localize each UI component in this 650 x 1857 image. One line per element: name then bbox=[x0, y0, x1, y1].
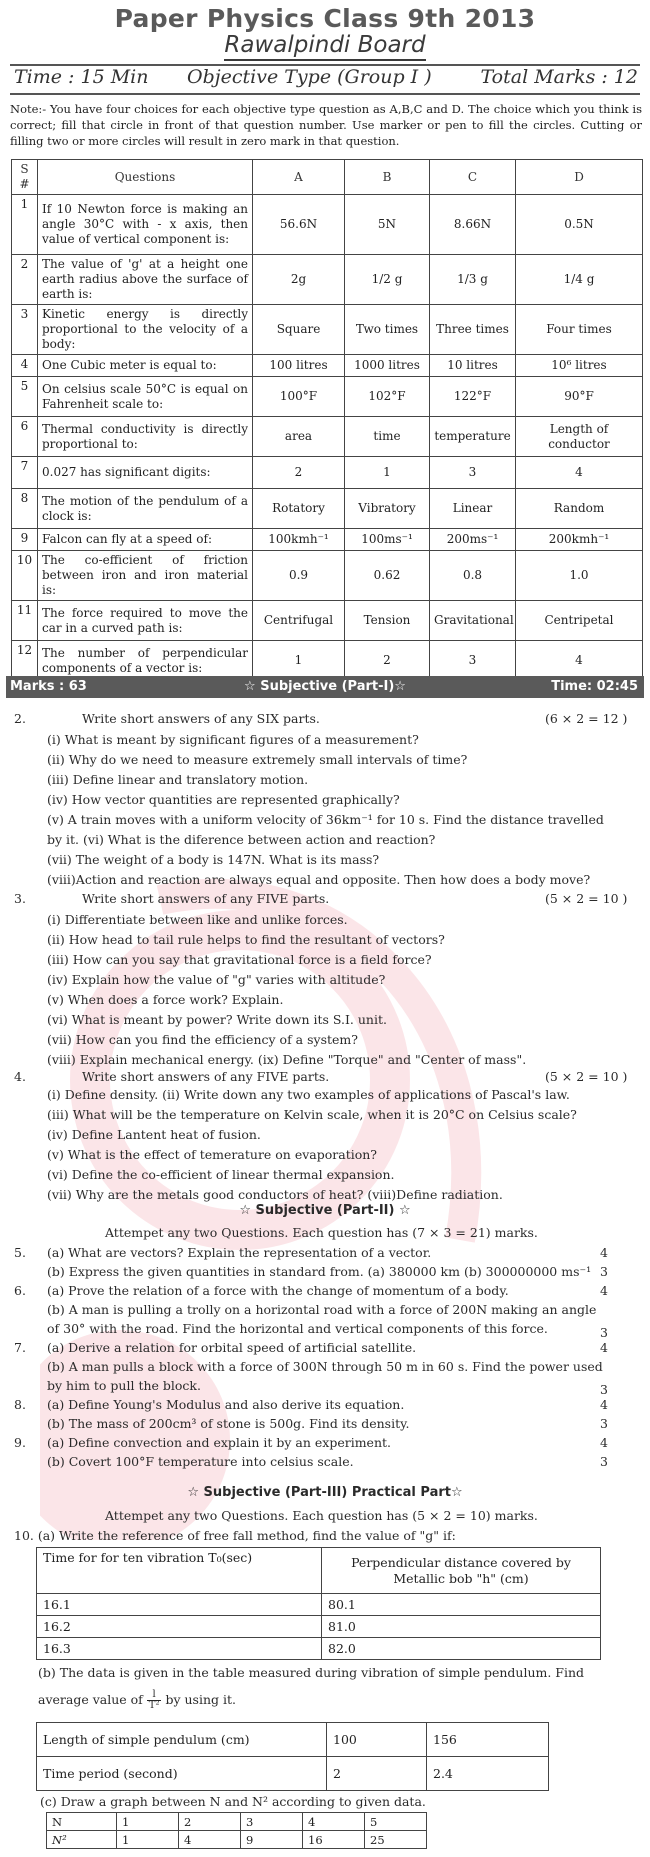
question-text: 0.027 has significant digits: bbox=[38, 457, 253, 489]
objective-row bbox=[12, 529, 643, 551]
question-text: Falcon can fly at a speed of: bbox=[38, 529, 253, 551]
option-d: 90°F bbox=[516, 377, 643, 417]
table-cell: 1 bbox=[117, 1813, 179, 1831]
question-number: 1 bbox=[12, 195, 38, 255]
col-d: D bbox=[516, 160, 643, 195]
fraction-l-over-t2: $\frac{l}{\text{T²}}$ bbox=[148, 1689, 160, 1711]
option-d: Centripetal bbox=[516, 601, 643, 641]
option-b: 2 bbox=[345, 641, 430, 681]
question-part: (b) A man pulls a block with a force of 300N through 50 m in 60 s. Find the power used bbox=[47, 1359, 603, 1374]
question-number: 2. bbox=[14, 711, 26, 726]
objective-row bbox=[12, 417, 643, 457]
option-b: 1/2 g bbox=[345, 255, 430, 305]
table-cell: 2.4 bbox=[427, 1757, 549, 1791]
option-a: 56.6N bbox=[253, 195, 345, 255]
option-b: Vibratory bbox=[345, 489, 430, 529]
objective-row bbox=[12, 601, 643, 641]
option-a: area bbox=[253, 417, 345, 457]
part-marks: 3 bbox=[600, 1325, 608, 1340]
option-c: Linear bbox=[430, 489, 516, 529]
objective-type-label: Objective Type (Group I ) bbox=[187, 66, 432, 88]
question-number: 8 bbox=[12, 489, 38, 529]
question-number: 2 bbox=[12, 255, 38, 305]
question-part: (iv) How vector quantities are represented graphically? bbox=[47, 792, 400, 807]
question-part: (b) A man is pulling a trolly on a horizontal road with a force of 200N making an angle bbox=[47, 1302, 597, 1317]
question-number: 12 bbox=[12, 641, 38, 681]
question-part: (v) When does a force work? Explain. bbox=[47, 992, 284, 1007]
option-d: 1.0 bbox=[516, 551, 643, 601]
question-part: (b) Express the given quantities in standard from. (a) 380000 km (b) 300000000 ms⁻¹ bbox=[47, 1264, 592, 1279]
option-b: 102°F bbox=[345, 377, 430, 417]
option-b: 100ms⁻¹ bbox=[345, 529, 430, 551]
part1-marks: Marks : 63 bbox=[10, 679, 87, 694]
col-b: B bbox=[345, 160, 430, 195]
question-10b-text: by using it. bbox=[165, 1692, 236, 1707]
question-text: The co-efficient of friction between iron and iron material is: bbox=[38, 551, 253, 601]
question-text: Kinetic energy is directly proportional to the velocity of a body: bbox=[38, 305, 253, 355]
option-d: 10⁶ litres bbox=[516, 355, 643, 377]
table-cell: 82.0 bbox=[322, 1638, 601, 1660]
option-c: temperature bbox=[430, 417, 516, 457]
question-10b-text: average value of bbox=[38, 1692, 143, 1707]
question-text: Thermal conductivity is directly proportional to: bbox=[38, 417, 253, 457]
col-a: A bbox=[253, 160, 345, 195]
option-a: Centrifugal bbox=[253, 601, 345, 641]
meta-row bbox=[14, 66, 640, 92]
question-part: (iii) What will be the temperature on Kelvin scale, when it is 20°C on Celsius scale? bbox=[47, 1107, 577, 1122]
part-marks: 3 bbox=[600, 1454, 608, 1469]
option-d: Length of conductor bbox=[516, 417, 643, 457]
option-b: 1 bbox=[345, 457, 430, 489]
question-number: 3. bbox=[14, 891, 26, 906]
option-d: 1/4 g bbox=[516, 255, 643, 305]
question-number: 9. bbox=[14, 1435, 26, 1450]
question-part: (iii) How can you say that gravitational force is a field force? bbox=[47, 952, 432, 967]
option-a: Rotatory bbox=[253, 489, 345, 529]
instruction-note: Note:- You have four choices for each objective type question as A,B,C and D. The choice which you think is correct; fill that circle in front of that question number. Use marker or pen to fill the circles. Cutting or filling two or more circles will result in zero mark in that question. bbox=[10, 102, 642, 148]
option-c: 1/3 g bbox=[430, 255, 516, 305]
table-cell: 4 bbox=[179, 1831, 241, 1849]
question-number: 4. bbox=[14, 1069, 26, 1084]
question-10b: (b) The data is given in the table measured during vibration of simple pendulum. Find bbox=[38, 1665, 585, 1680]
question-part: (vi) Define the co-efficient of linear thermal expansion. bbox=[47, 1167, 395, 1182]
table-cell: 16.2 bbox=[37, 1616, 322, 1638]
table-cell: 80.1 bbox=[322, 1594, 601, 1616]
option-b: 5N bbox=[345, 195, 430, 255]
question-part: (viii)Action and reaction are always equal and opposite. Then how does a body move? bbox=[47, 872, 591, 887]
part-marks: 3 bbox=[600, 1382, 608, 1397]
question-part: by him to pull the block. bbox=[47, 1378, 201, 1393]
table-cell: Time period (second) bbox=[37, 1757, 327, 1791]
option-b: Tension bbox=[345, 601, 430, 641]
option-d: Four times bbox=[516, 305, 643, 355]
col-sn: S # bbox=[12, 160, 38, 195]
question-part: (a) Prove the relation of a force with the change of momentum of a body. bbox=[47, 1283, 509, 1298]
question-heading: Write short answers of any FIVE parts. bbox=[82, 891, 330, 906]
question-part: (a) Define Young's Modulus and also derive its equation. bbox=[47, 1397, 405, 1412]
question-heading: Write short answers of any FIVE parts. bbox=[82, 1069, 330, 1084]
question-part: (v) What is the effect of temerature on evaporation? bbox=[47, 1147, 377, 1162]
question-marks: (6 × 2 = 12 ) bbox=[545, 711, 628, 726]
table-row bbox=[47, 1813, 427, 1831]
table-cell: Length of simple pendulum (cm) bbox=[37, 1723, 327, 1757]
question-marks: (5 × 2 = 10 ) bbox=[545, 891, 628, 906]
table-header-cell: Perpendicular distance covered by Metallic bob "h" (cm) bbox=[322, 1548, 601, 1594]
question-part: (a) What are vectors? Explain the representation of a vector. bbox=[47, 1245, 432, 1260]
table-cell: 9 bbox=[241, 1831, 303, 1849]
part-marks: 4 bbox=[600, 1340, 608, 1355]
table-cell: 1 bbox=[117, 1831, 179, 1849]
question-part: (ii) How head to tail rule helps to find the resultant of vectors? bbox=[47, 932, 445, 947]
objective-header-row bbox=[12, 160, 643, 195]
question-heading: Write short answers of any SIX parts. bbox=[82, 711, 320, 726]
objective-row bbox=[12, 457, 643, 489]
part2-instruction: Attempet any two Questions. Each question has (7 × 3 = 21) marks. bbox=[105, 1225, 538, 1240]
objective-row bbox=[12, 305, 643, 355]
part1-time: Time: 02:45 bbox=[551, 679, 638, 694]
part3-instruction: Attempet any two Questions. Each question has (5 × 2 = 10) marks. bbox=[105, 1508, 538, 1523]
table-cell: 3 bbox=[241, 1813, 303, 1831]
table-row bbox=[37, 1723, 549, 1757]
question-number: 9 bbox=[12, 529, 38, 551]
pendulum-table bbox=[36, 1722, 549, 1791]
part2-title: ☆ Subjective (Part-II) ☆ bbox=[239, 1203, 411, 1218]
question-10a: 10. (a) Write the reference of free fall method, find the value of "g" if: bbox=[14, 1528, 456, 1543]
table-cell: N bbox=[47, 1813, 117, 1831]
col-c: C bbox=[430, 160, 516, 195]
option-b: time bbox=[345, 417, 430, 457]
question-number: 10 bbox=[12, 551, 38, 601]
question-text: The force required to move the car in a curved path is: bbox=[38, 601, 253, 641]
question-number: 6 bbox=[12, 417, 38, 457]
option-b: 0.62 bbox=[345, 551, 430, 601]
option-c: Three times bbox=[430, 305, 516, 355]
question-number: 11 bbox=[12, 601, 38, 641]
paper-title: Paper Physics Class 9th 2013 bbox=[114, 4, 536, 33]
table-cell: 2 bbox=[179, 1813, 241, 1831]
question-part: (vi) What is meant by power? Write down its S.I. unit. bbox=[47, 1012, 387, 1027]
table-cell: 16.3 bbox=[37, 1638, 322, 1660]
question-part: (a) Define convection and explain it by an experiment. bbox=[47, 1435, 391, 1450]
table-cell: 5 bbox=[365, 1813, 427, 1831]
objective-row bbox=[12, 641, 643, 681]
option-c: 3 bbox=[430, 457, 516, 489]
time-label: Time : 15 Min bbox=[14, 66, 149, 88]
option-a: 0.9 bbox=[253, 551, 345, 601]
option-c: 122°F bbox=[430, 377, 516, 417]
question-part: (i) Define density. (ii) Write down any two examples of applications of Pascal's law. bbox=[47, 1087, 570, 1102]
option-c: 200ms⁻¹ bbox=[430, 529, 516, 551]
question-part: (i) Differentiate between like and unlike forces. bbox=[47, 912, 348, 927]
objective-row bbox=[12, 355, 643, 377]
question-part: (vii) The weight of a body is 147N. What is its mass? bbox=[47, 852, 380, 867]
objective-row bbox=[12, 377, 643, 417]
question-number: 3 bbox=[12, 305, 38, 355]
table-cell: 81.0 bbox=[322, 1616, 601, 1638]
question-number: 7. bbox=[14, 1340, 26, 1355]
question-number: 4 bbox=[12, 355, 38, 377]
question-part: (v) A train moves with a uniform velocity of 36km⁻¹ for 10 s. Find the distance travelled bbox=[47, 812, 604, 827]
table-cell: 2 bbox=[327, 1757, 427, 1791]
option-c: Gravitational bbox=[430, 601, 516, 641]
option-a: 100 litres bbox=[253, 355, 345, 377]
objective-row bbox=[12, 195, 643, 255]
question-number: 6. bbox=[14, 1283, 26, 1298]
objective-row bbox=[12, 551, 643, 601]
question-marks: (5 × 2 = 10 ) bbox=[545, 1069, 628, 1084]
question-part: (b) The mass of 200cm³ of stone is 500g. Find its density. bbox=[47, 1416, 410, 1431]
option-d: 200kmh⁻¹ bbox=[516, 529, 643, 551]
question-part: (vii) Why are the metals good conductors of heat? (viii)Define radiation. bbox=[47, 1187, 503, 1202]
option-c: 8.66N bbox=[430, 195, 516, 255]
graph-data-table bbox=[46, 1812, 427, 1849]
option-c: 10 litres bbox=[430, 355, 516, 377]
table-cell: N² bbox=[47, 1831, 117, 1849]
option-d: 0.5N bbox=[516, 195, 643, 255]
part1-title: ☆ Subjective (Part-I)☆ bbox=[244, 679, 406, 694]
objective-row bbox=[12, 255, 643, 305]
question-number: 8. bbox=[14, 1397, 26, 1412]
table-row bbox=[37, 1594, 601, 1616]
option-a: 2 bbox=[253, 457, 345, 489]
table-row bbox=[37, 1616, 601, 1638]
table-cell: 16.1 bbox=[37, 1594, 322, 1616]
objective-row bbox=[12, 489, 643, 529]
question-part: (viii) Explain mechanical energy. (ix) Define "Torque" and "Center of mass". bbox=[47, 1052, 527, 1067]
table-row bbox=[37, 1548, 601, 1594]
option-a: 2g bbox=[253, 255, 345, 305]
option-c: 0.8 bbox=[430, 551, 516, 601]
part-marks: 4 bbox=[600, 1435, 608, 1450]
question-part: of 30° with the road. Find the horizontal and vertical components of this force. bbox=[47, 1321, 548, 1336]
table-cell: 16 bbox=[303, 1831, 365, 1849]
question-10c: (c) Draw a graph between N and N² according to given data. bbox=[40, 1794, 426, 1809]
table-row bbox=[47, 1831, 427, 1849]
table-cell: 100 bbox=[327, 1723, 427, 1757]
option-a: Square bbox=[253, 305, 345, 355]
part-marks: 4 bbox=[600, 1397, 608, 1412]
question-number: 7 bbox=[12, 457, 38, 489]
question-part: (a) Derive a relation for orbital speed of artificial satellite. bbox=[47, 1340, 417, 1355]
part-marks: 4 bbox=[600, 1283, 608, 1298]
option-a: 100°F bbox=[253, 377, 345, 417]
table-cell: 4 bbox=[303, 1813, 365, 1831]
table-row bbox=[37, 1638, 601, 1660]
option-a: 100kmh⁻¹ bbox=[253, 529, 345, 551]
table-cell: 156 bbox=[427, 1723, 549, 1757]
board-title: Rawalpindi Board bbox=[0, 32, 650, 58]
free-fall-table bbox=[36, 1547, 601, 1660]
subjective-part1-band bbox=[6, 676, 644, 698]
part-marks: 3 bbox=[600, 1416, 608, 1431]
part-marks: 3 bbox=[600, 1264, 608, 1279]
total-marks-label: Total Marks : 12 bbox=[480, 66, 638, 88]
question-part: by it. (vi) What is the diference between action and reaction? bbox=[47, 832, 436, 847]
table-cell: 25 bbox=[365, 1831, 427, 1849]
table-row bbox=[37, 1757, 549, 1791]
col-questions: Questions bbox=[38, 160, 253, 195]
option-b: 1000 litres bbox=[345, 355, 430, 377]
question-part: (iv) Explain how the value of "g" varies with altitude? bbox=[47, 972, 386, 987]
meta-rule bbox=[10, 93, 640, 95]
question-text: One Cubic meter is equal to: bbox=[38, 355, 253, 377]
option-b: Two times bbox=[345, 305, 430, 355]
option-d: 4 bbox=[516, 641, 643, 681]
question-number: 5. bbox=[14, 1245, 26, 1260]
objective-table bbox=[11, 159, 643, 681]
question-10b-cont bbox=[38, 1690, 236, 1711]
question-text: If 10 Newton force is making an angle 30°C with - x axis, then value of vertical component is: bbox=[38, 195, 253, 255]
option-c: 3 bbox=[430, 641, 516, 681]
option-a: 1 bbox=[253, 641, 345, 681]
part-marks: 4 bbox=[600, 1245, 608, 1260]
question-part: (i) What is meant by significant figures of a measurement? bbox=[47, 732, 419, 747]
question-part: (b) Covert 100°F temperature into celsius scale. bbox=[47, 1454, 354, 1469]
question-text: The number of perpendicular components of a vector is: bbox=[38, 641, 253, 681]
question-part: (iv) Define Lantent heat of fusion. bbox=[47, 1127, 261, 1142]
question-number: 5 bbox=[12, 377, 38, 417]
part3-title: ☆ Subjective (Part-III) Practical Part☆ bbox=[187, 1485, 463, 1500]
question-text: On celsius scale 50°C is equal on Fahrenheit scale to: bbox=[38, 377, 253, 417]
question-part: (ii) Why do we need to measure extremely small intervals of time? bbox=[47, 752, 468, 767]
option-d: 4 bbox=[516, 457, 643, 489]
option-d: Random bbox=[516, 489, 643, 529]
question-text: The motion of the pendulum of a clock is: bbox=[38, 489, 253, 529]
table-header-cell: Time for for ten vibration T₀(sec) bbox=[37, 1548, 322, 1594]
question-part: (vii) How can you find the efficiency of a system? bbox=[47, 1032, 358, 1047]
question-text: The value of 'g' at a height one earth radius above the surface of earth is: bbox=[38, 255, 253, 305]
question-part: (iii) Define linear and translatory motion. bbox=[47, 772, 309, 787]
